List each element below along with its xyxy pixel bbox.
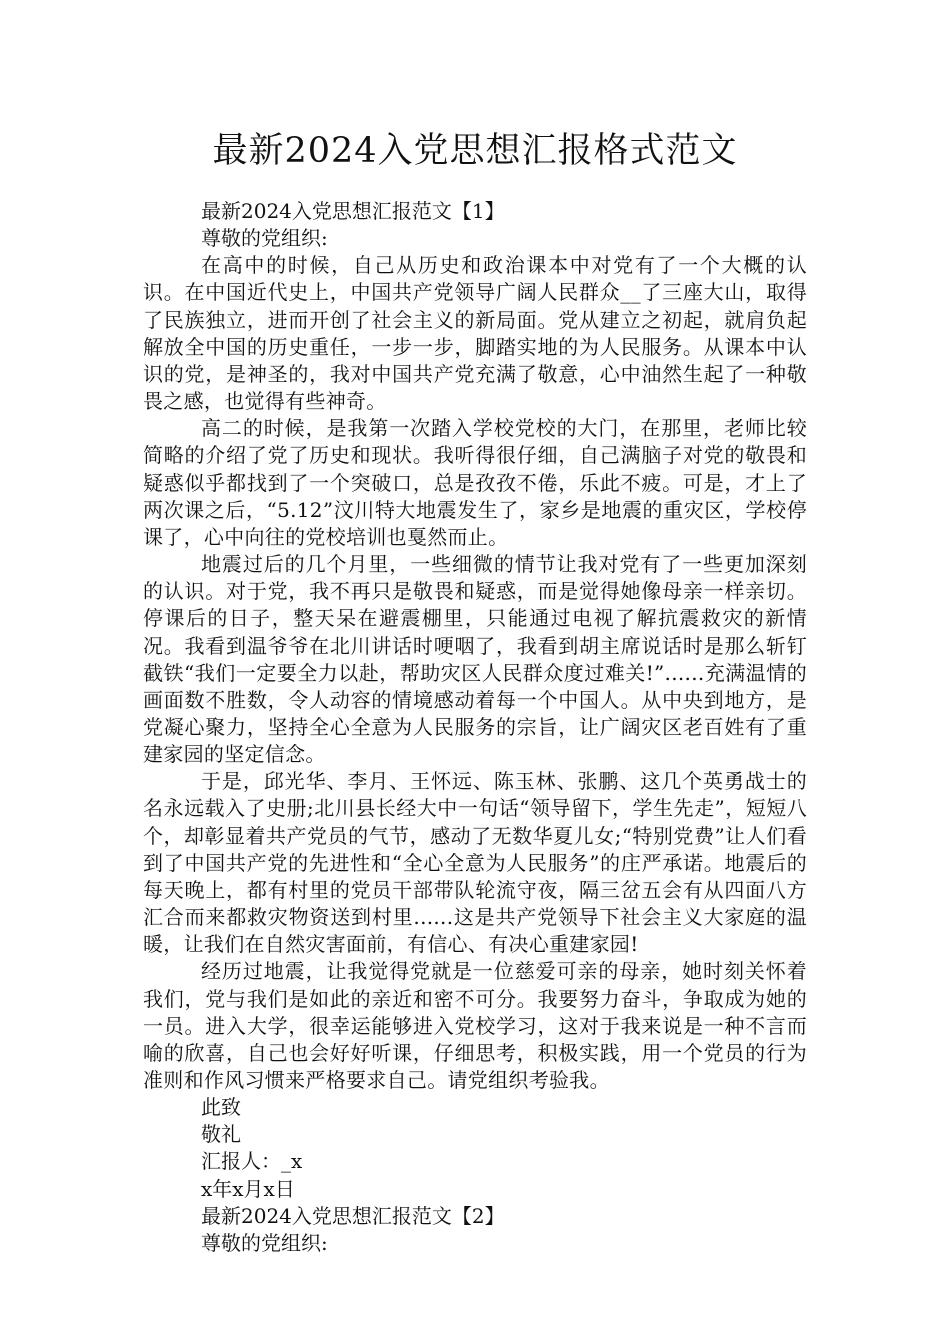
reporter-line: 汇报人：_x <box>201 1149 303 1174</box>
paragraph-5: 经历过地震，让我觉得党就是一位慈爱可亲的母亲，她时刻关怀着我们，党与我们是如此的亲近和密不可分。我要努力奋斗，争取成为她的一员。进入大学，很幸运能够进入党校学习，这对于我来说是一种不言而喻的欣喜，自己也会好好听课，仔细思考，积极实践，用一个党员的行为准则和作风习惯来严格要求自己。请党组织考验我。 <box>143 959 807 1092</box>
document-body <box>143 198 807 1257</box>
closing-line-2: 敬礼 <box>201 1122 241 1147</box>
salutation-1: 尊敬的党组织: <box>201 226 328 251</box>
section-heading-1: 最新2024入党思想汇报范文【1】 <box>201 199 505 223</box>
date-line: x年x月x日 <box>201 1176 295 1201</box>
paragraph-4: 于是，邱光华、李月、王怀远、陈玉林、张鹏、这几个英勇战士的名永远载入了史册;北川县长经大中一句话“领导留下，学生先走”，短短八个，却彰显着共产党员的气节，感动了无数华夏儿女;“特别党费”让人们看到了中国共产党的先进性和“全心全意为人民服务”的庄严承诺。地震后的每天晚上，都有村里的党员干部带队轮流守夜，隔三岔五会有从四面八方汇合而来都救灾物资送到村里......这是共产党领导下社会主义大家庭的温暖，让我们在自然灾害面前，有信心、有决心重建家园! <box>143 769 807 957</box>
section-heading-2: 最新2024入党思想汇报范文【2】 <box>201 1203 505 1228</box>
document-title: 最新2024入党思想汇报格式范文 <box>212 131 738 171</box>
paragraph-1: 在高中的时候，自己从历史和政治课本中对党有了一个大概的认识。在中国近代史上，中国共产党领导广阔人民群众__了三座大山，取得了民族独立，进而开创了社会主义的新局面。党从建立之初起，就肩负起解放全中国的历史重任，一步一步，脚踏实地的为人民服务。从课本中认识的党，是神圣的，我对中国共产党充满了敬意，心中油然生起了一种敬畏之感，也觉得有些神奇。 <box>143 253 807 414</box>
paragraph-3: 地震过后的几个月里，一些细微的情节让我对党有了一些更加深刻的认识。对于党，我不再只是敬畏和疑惑，而是觉得她像母亲一样亲切。停课后的日子，整天呆在避震棚里，只能通过电视了解抗震救灾的新情况。我看到温爷爷在北川讲话时哽咽了，我看到胡主席说话时是那么斩钉截铁“我们一定要全力以赴，帮助灾区人民群众度过难关!”......充满温情的画面数不胜数，令人动容的情境感动着每一个中国人。从中央到地方，是党凝心聚力，坚持全心全意为人民服务的宗旨，让广阔灾区老百姓有了重建家园的坚定信念。 <box>143 552 807 767</box>
salutation-2: 尊敬的党组织: <box>201 1230 328 1255</box>
paragraph-2: 高二的时候，是我第一次踏入学校党校的大门，在那里，老师比较简略的介绍了党了历史和现状。我听得很仔细，自己满脑子对党的敬畏和疑惑似乎都找到了一个突破口，总是孜孜不倦，乐此不疲。可是，才上了两次课之后，“5.12”汶川特大地震发生了，家乡是地震的重灾区，学校停课了，心中向往的党校培训也戛然而止。 <box>143 416 807 549</box>
closing-line-1: 此致 <box>201 1095 241 1120</box>
